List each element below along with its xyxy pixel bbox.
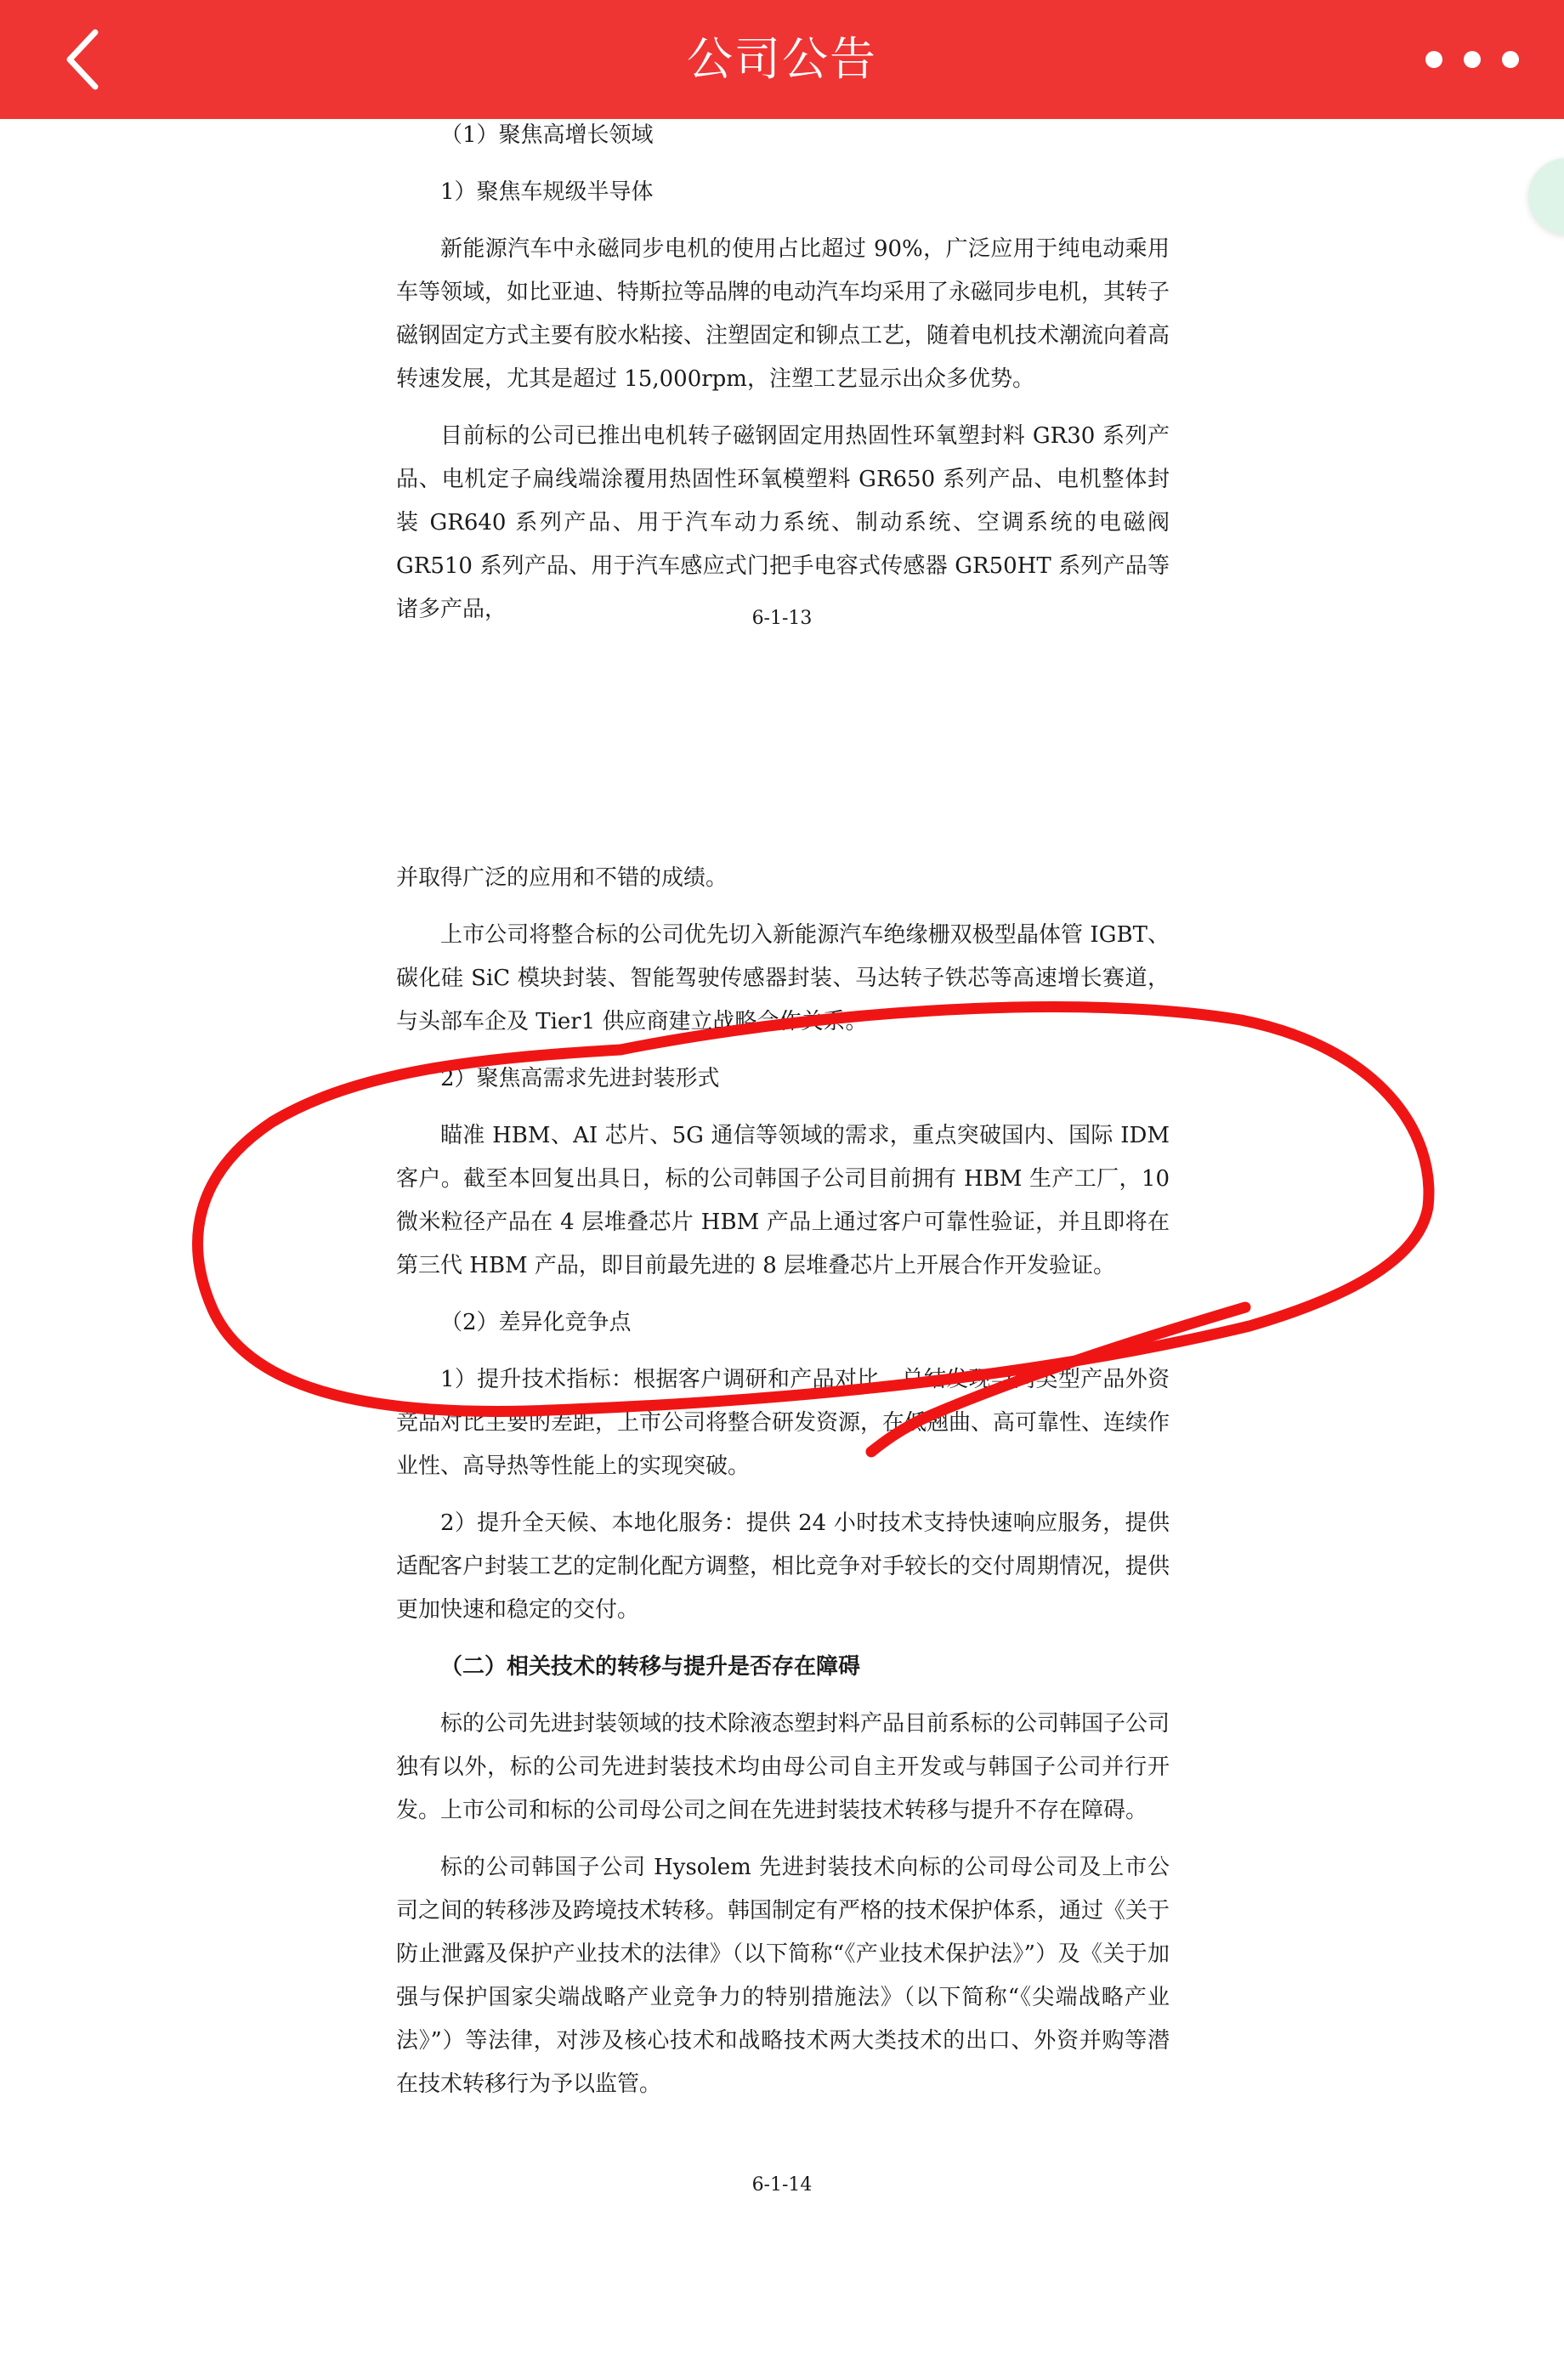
- page-number: 6-1-13: [751, 608, 813, 629]
- floating-assistant-button[interactable]: [1528, 158, 1564, 235]
- page-number: 6-1-14: [751, 2174, 813, 2196]
- paragraph: 标的公司韩国子公司 Hysolem 先进封装技术向标的公司母公司及上市公司之间的转移涉及跨境技术转移。韩国制定有严格的技术保护体系，通过《关于防止泄露及保护产业技术的法律》（以下简称“《产业技术保护法》”）及《关于加强与保护国家尖端战略产业竞争力的特别措施法》（以下简称“《尖端战略产业法》”）等法律，对涉及核心技术和战略技术两大类技术的出口、外资并购等潜在技术转移行为予以监管。: [396, 1855, 1170, 2097]
- subsection-heading: 2）聚焦高需求先进封装形式: [440, 1066, 720, 1091]
- document-page-2: [396, 857, 1170, 2120]
- paragraph: 瞄准 HBM、AI 芯片、5G 通信等领域的需求，重点突破国内、国际 IDM 客户。截至本回复出具日，标的公司韩国子公司目前拥有 HBM 生产工厂，10 微米粒径产品在 4 层堆叠芯片 HBM 产品上通过客户可靠性验证，并且即将在第三代 HBM 产品，即目前最先进的 8 层堆叠芯片上开展合作开发验证。: [396, 1123, 1170, 1278]
- paragraph: 标的公司先进封装领域的技术除液态塑封料产品目前系标的公司韩国子公司独有以外，标的公司先进封装技术均由母公司自主开发或与韩国子公司并行开发。上市公司和标的公司母公司之间在先进封装技术转移与提升不存在障碍。: [396, 1711, 1170, 1823]
- more-dots-icon: [1411, 37, 1538, 82]
- paragraph: 并取得广泛的应用和不错的成绩。: [396, 865, 728, 891]
- more-button[interactable]: [1411, 37, 1538, 82]
- section-heading: （1）聚焦高增长领域: [440, 122, 654, 148]
- section-heading: （二）相关技术的转移与提升是否存在障碍: [440, 1654, 861, 1680]
- paragraph: 1）提升技术指标：根据客户调研和产品对比，总结发现与同类型产品外资竞品对比主要的差距，上市公司将整合研发资源，在低翘曲、高可靠性、连续作业性、高导热等性能上的实现突破。: [396, 1367, 1170, 1479]
- subsection-heading: 1）聚焦车规级半导体: [440, 179, 654, 205]
- paragraph: 目前标的公司已推出电机转子磁钢固定用热固性环氧塑封料 GR30 系列产品、电机定子扁线端涂覆用热固性环氧模塑料 GR650 系列产品、电机整体封装 GR640 系列产品、用于汽车动力系统、制动系统、空调系统的电磁阀 GR510 系列产品、用于汽车感应式门把手电容式传感器 GR50HT 系列产品等诸多产品，: [396, 423, 1170, 622]
- paragraph: 上市公司将整合标的公司优先切入新能源汽车绝缘栅双极型晶体管 IGBT、碳化硅 SiC 模块封装、智能驾驶传感器封装、马达转子铁芯等高速增长赛道，与头部车企及 Tier1 供应商建立战略合作关系。: [396, 922, 1170, 1034]
- paragraph: 2）提升全天候、本地化服务：提供 24 小时技术支持快速响应服务，提供适配客户封装工艺的定制化配方调整，相比竞争对手较长的交付周期情况，提供更加快速和稳定的交付。: [396, 1510, 1170, 1623]
- paragraph: 新能源汽车中永磁同步电机的使用占比超过 90%，广泛应用于纯电动乘用车等领域，如比亚迪、特斯拉等品牌的电动汽车均采用了永磁同步电机，其转子磁钢固定方式主要有胶水粘接、注塑固定和铆点工艺，随着电机技术潮流向着高转速发展，尤其是超过 15,000rpm，注塑工艺显示出众多优势。: [396, 236, 1170, 392]
- top-app-bar: [0, 0, 1564, 119]
- document-page-1: [396, 114, 1170, 645]
- section-heading: （2）差异化竞争点: [440, 1310, 632, 1335]
- page-title: 公司公告: [687, 32, 877, 86]
